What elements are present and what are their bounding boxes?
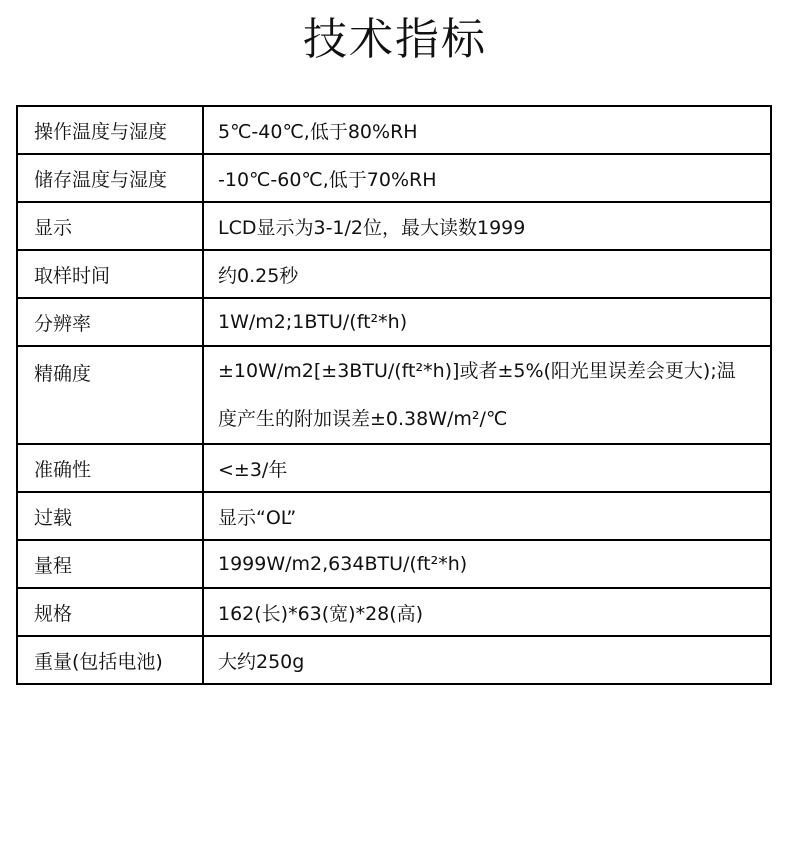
spec-table <box>16 105 772 685</box>
spec-label: 取样时间 <box>17 250 203 298</box>
spec-label: 精确度 <box>17 346 203 444</box>
spec-value: -10℃-60℃,低于70%RH <box>203 154 771 202</box>
spec-label: 量程 <box>17 540 203 588</box>
table-row <box>17 346 771 444</box>
spec-value: LCD显示为3-1/2位，最大读数1999 <box>203 202 771 250</box>
table-row <box>17 636 771 684</box>
spec-label: 过载 <box>17 492 203 540</box>
spec-value: 5℃-40℃,低于80%RH <box>203 106 771 154</box>
spec-value: 显示“OL” <box>203 492 771 540</box>
spec-label: 分辨率 <box>17 298 203 346</box>
spec-value: 大约250g <box>203 636 771 684</box>
spec-label: 显示 <box>17 202 203 250</box>
spec-value: 162(长)*63(宽)*28(高) <box>203 588 771 636</box>
spec-label: 准确性 <box>17 444 203 492</box>
spec-value: 1W/m2;1BTU/(ft²*h) <box>203 298 771 346</box>
spec-label: 操作温度与湿度 <box>17 106 203 154</box>
spec-value: ±10W/m2[±3BTU/(ft²*h)]或者±5%(阳光里误差会更大);温度产生的附加误差±0.38W/m²/℃ <box>203 346 771 444</box>
spec-value: 约0.25秒 <box>203 250 771 298</box>
table-row <box>17 106 771 154</box>
spec-label: 规格 <box>17 588 203 636</box>
spec-label: 重量(包括电池) <box>17 636 203 684</box>
table-row <box>17 588 771 636</box>
table-row <box>17 202 771 250</box>
page-title: 技术指标 <box>303 14 487 65</box>
table-row <box>17 298 771 346</box>
table-row <box>17 540 771 588</box>
spec-value: 1999W/m2,634BTU/(ft²*h) <box>203 540 771 588</box>
table-row <box>17 250 771 298</box>
spec-value: <±3/年 <box>203 444 771 492</box>
table-row <box>17 444 771 492</box>
table-row <box>17 154 771 202</box>
spec-label: 储存温度与湿度 <box>17 154 203 202</box>
table-row <box>17 492 771 540</box>
